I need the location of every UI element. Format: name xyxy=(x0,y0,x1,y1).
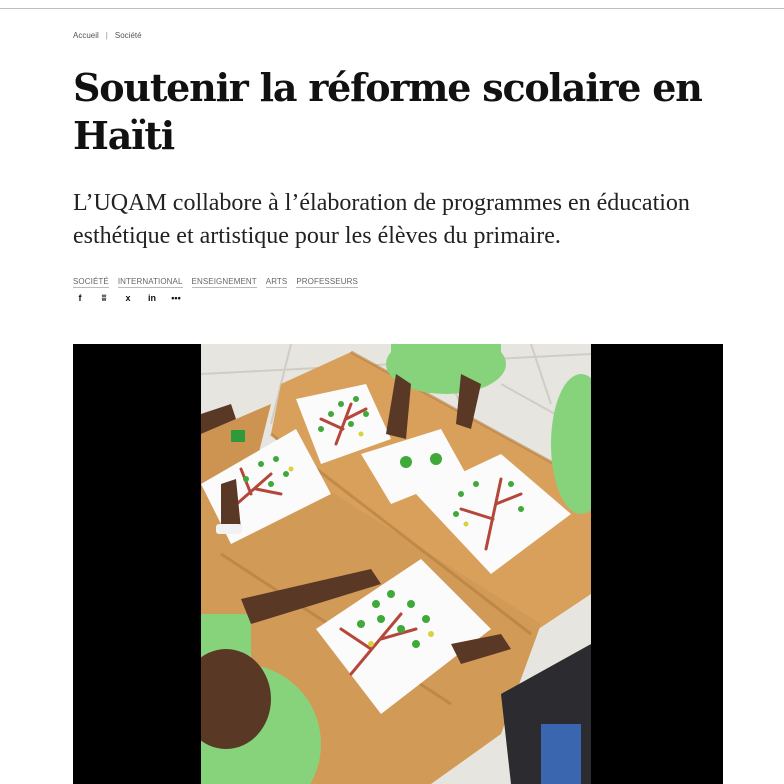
article-photo xyxy=(201,344,591,784)
breadcrumb-section[interactable]: Société xyxy=(114,31,142,40)
page-title: Soutenir la réforme scolaire en Haïti xyxy=(73,65,702,158)
top-bar xyxy=(0,0,784,9)
share-bar xyxy=(73,292,183,304)
x-icon[interactable]: x xyxy=(125,293,131,303)
breadcrumb-home[interactable]: Accueil xyxy=(73,31,99,40)
linkedin-icon[interactable]: in xyxy=(148,293,156,303)
tag-enseignement[interactable]: ENSEIGNEMENT xyxy=(191,277,257,286)
tag-list xyxy=(73,277,358,288)
tag-arts[interactable]: ARTS xyxy=(265,277,288,286)
breadcrumb xyxy=(73,31,142,40)
article-media xyxy=(73,344,723,784)
photo-illustration xyxy=(201,344,591,784)
tag-international[interactable]: INTERNATIONAL xyxy=(117,277,183,286)
tag-societe[interactable]: SOCIÉTÉ xyxy=(73,277,109,286)
tag-professeurs[interactable]: PROFESSEURS xyxy=(296,277,358,286)
breadcrumb-separator: | xyxy=(105,31,108,40)
more-options-icon[interactable]: ••• xyxy=(171,293,181,303)
bluesky-icon[interactable]: ʬ xyxy=(101,293,107,303)
article-lede: L’UQAM collabore à l’élaboration de programmes en éducation esthétique et artistique pour les élèves du primaire. xyxy=(73,190,690,249)
facebook-icon[interactable]: f xyxy=(78,293,82,303)
